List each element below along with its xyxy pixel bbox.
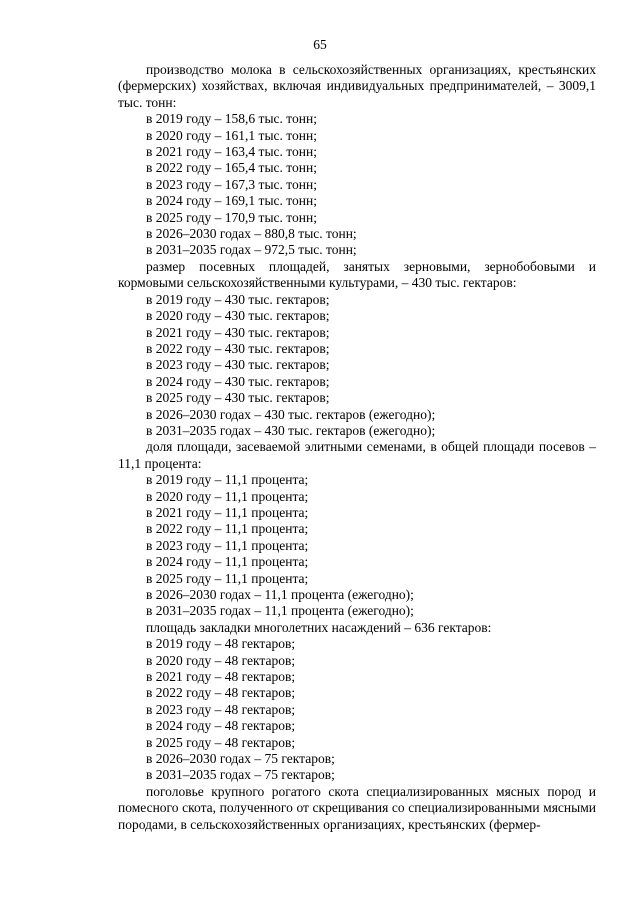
list-item: в 2024 году – 11,1 процента; — [146, 554, 309, 570]
list-item: в 2020 году – 48 гектаров; — [146, 652, 296, 668]
list-item: в 2023 году – 11,1 процента; — [146, 537, 309, 553]
list-item: в 2022 году – 48 гектаров; — [146, 685, 296, 701]
list-item: в 2024 году – 169,1 тыс. тонн; — [146, 193, 317, 209]
list-item: в 2031–2035 годах – 11,1 процента (ежегодно); — [146, 603, 414, 619]
list-item: в 2031–2035 годах – 75 гектаров; — [146, 767, 335, 783]
list-item: в 2020 году – 11,1 процента; — [146, 488, 309, 504]
list-item: в 2022 году – 165,4 тыс. тонн; — [146, 160, 317, 176]
paragraph-intro: площадь закладки многолетних насаждений – 636 гектаров: — [146, 619, 492, 635]
list-item: в 2019 году – 48 гектаров; — [146, 636, 296, 652]
list-item: в 2026–2030 годах – 11,1 процента (ежегодно); — [146, 587, 414, 602]
page-number: 65 — [313, 37, 327, 52]
list-item: в 2021 году – 163,4 тыс. тонн; — [146, 144, 317, 160]
list-item: в 2021 году – 48 гектаров; — [146, 669, 296, 685]
list-item: в 2026–2030 годах – 430 тыс. гектаров (ежегодно); — [146, 406, 436, 422]
list-item: в 2025 году – 170,9 тыс. тонн; — [146, 209, 317, 225]
list-item: в 2023 году – 167,3 тыс. тонн; — [146, 176, 317, 192]
list-item: в 2021 году – 11,1 процента; — [146, 504, 309, 520]
list-item: в 2026–2030 годах – 880,8 тыс. тонн; — [146, 226, 357, 242]
list-item: в 2026–2030 годах – 75 гектаров; — [146, 751, 335, 767]
list-item: в 2025 году – 48 гектаров; — [146, 734, 296, 750]
list-item: в 2031–2035 годах – 972,5 тыс. тонн; — [146, 242, 357, 258]
list-item: в 2031–2035 годах – 430 тыс. гектаров (ежегодно); — [146, 422, 436, 438]
paragraph-intro: размер посевных площадей, занятых зерновыми, зернобобовыми и кормовыми сельскохозяйственными культурами, – 430 тыс. гектаров: — [118, 258, 596, 291]
list-item: в 2023 году – 48 гектаров; — [146, 701, 296, 717]
paragraph-intro: производство молока в сельскохозяйственных организациях, крестьянских (фермерских) хозяйствах, включая индивидуальных предпринимателей, – 3009,1 тыс. тонн: — [118, 62, 596, 110]
list-item: в 2025 году – 430 тыс. гектаров; — [146, 390, 330, 406]
list-item: в 2024 году – 430 тыс. гектаров; — [146, 373, 330, 389]
document-body — [118, 62, 596, 833]
list-item: в 2020 году – 161,1 тыс. тонн; — [146, 127, 317, 143]
paragraph-intro: доля площади, засеваемой элитными семенами, в общей площади посевов – 11,1 процента: — [118, 439, 596, 471]
list-item: в 2019 году – 158,6 тыс. тонн; — [146, 111, 317, 127]
paragraph-intro: поголовье крупного рогатого скота специализированных мясных пород и помесного скота, полученного от скрещивания со специализированными мясными породами, в сельскохозяйственных организациях, крестьянских (фермер- — [118, 783, 596, 832]
list-item: в 2022 году – 430 тыс. гектаров; — [146, 340, 330, 356]
list-item: в 2019 году – 11,1 процента; — [146, 472, 309, 488]
list-item: в 2023 году – 430 тыс. гектаров; — [146, 357, 330, 373]
list-item: в 2024 году – 48 гектаров; — [146, 718, 296, 734]
list-item: в 2025 году – 11,1 процента; — [146, 570, 309, 586]
list-item: в 2021 году – 430 тыс. гектаров; — [146, 324, 330, 340]
list-item: в 2022 году – 11,1 процента; — [146, 521, 309, 537]
list-item: в 2019 году – 430 тыс. гектаров; — [146, 291, 330, 307]
list-item: в 2020 году – 430 тыс. гектаров; — [146, 308, 330, 324]
